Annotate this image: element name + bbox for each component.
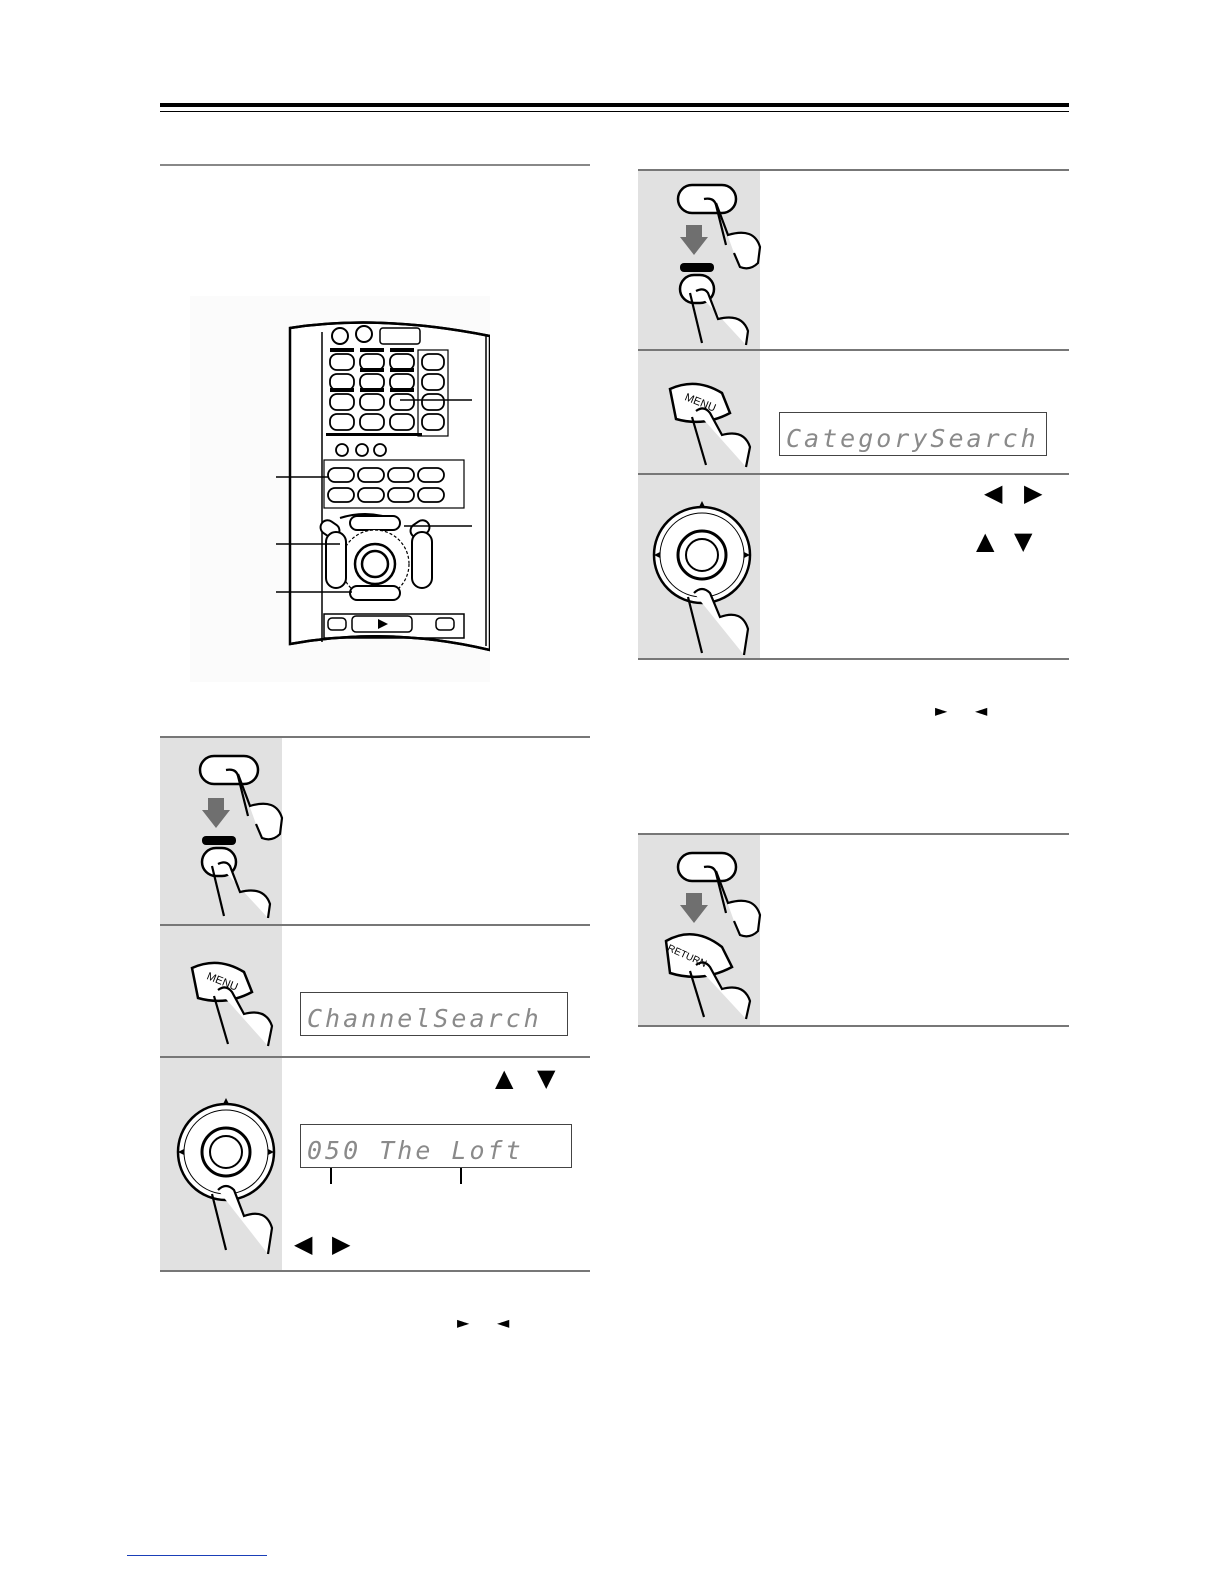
header-rule-thin: [160, 111, 1069, 112]
step-rule: [638, 473, 1069, 475]
callout-tick-number: [330, 1168, 332, 1184]
cross-key-dial-icon: [648, 497, 756, 659]
step-rule: [160, 1056, 590, 1058]
remote-control-illustration: [190, 296, 490, 682]
right-step-2: [638, 349, 1069, 473]
step-rule: [638, 833, 1069, 835]
left-steps-bottom-rule: [160, 1270, 590, 1272]
menu-button-label: MENU: [204, 970, 240, 994]
down-arrow-icon: [680, 237, 708, 255]
channel-name: The Loft: [379, 1136, 524, 1165]
menu-button-icon: [188, 950, 278, 1050]
up-arrow-glyph: ▲: [976, 527, 995, 555]
left-arrow-glyph: ◀: [294, 1230, 313, 1258]
hand-press-icon: [658, 843, 768, 1023]
left-arrow-glyph: ◀: [984, 479, 1003, 507]
down-arrow-icon: [680, 905, 708, 923]
channel-number: 050: [307, 1136, 362, 1165]
footer-link-underline[interactable]: [127, 1555, 267, 1556]
lcd-display-channel-search: [300, 992, 568, 1036]
menu-button-icon: [666, 371, 756, 471]
down-arrow-glyph: ▼: [537, 1064, 556, 1092]
callout-tick-name: [460, 1168, 462, 1184]
cross-key-dial-icon: [174, 1082, 278, 1272]
down-arrow-icon: [202, 810, 230, 828]
hand-press-icon: [180, 746, 290, 924]
header-rule-thick: [160, 103, 1069, 107]
play-arrow-glyph: ►: [457, 1313, 470, 1332]
lcd-display-channel: [300, 1124, 572, 1168]
right-steps-bottom-rule-1: [638, 658, 1069, 660]
right-step-3: [638, 473, 1069, 659]
step-rule: [638, 349, 1069, 351]
return-button-label: RETURN: [665, 943, 709, 970]
right-step-4: [638, 833, 1069, 1026]
right-steps-bottom-rule-2: [638, 1025, 1069, 1027]
left-step-3: [160, 1056, 590, 1272]
right-step-1: [638, 169, 1069, 349]
back-arrow-glyph: ◄: [975, 701, 988, 720]
step-rule: [160, 736, 590, 738]
play-arrow-glyph: ►: [935, 701, 948, 720]
down-arrow-glyph: ▼: [1014, 527, 1033, 555]
left-step-1: [160, 736, 590, 924]
lcd-text: CategorySearch: [786, 424, 1039, 453]
section-rule-left: [160, 164, 590, 166]
up-arrow-glyph: ▲: [495, 1064, 514, 1092]
right-arrow-glyph: ▶: [1024, 479, 1043, 507]
step-rule: [160, 924, 590, 926]
lcd-text: ChannelSearch: [307, 1004, 542, 1033]
back-arrow-glyph: ◄: [497, 1313, 510, 1332]
step-rule: [638, 169, 1069, 171]
lcd-display-category-search: [779, 412, 1047, 456]
right-arrow-glyph: ▶: [332, 1230, 351, 1258]
hand-press-icon: [658, 175, 768, 349]
menu-button-label: MENU: [682, 391, 718, 415]
left-step-2: [160, 924, 590, 1056]
